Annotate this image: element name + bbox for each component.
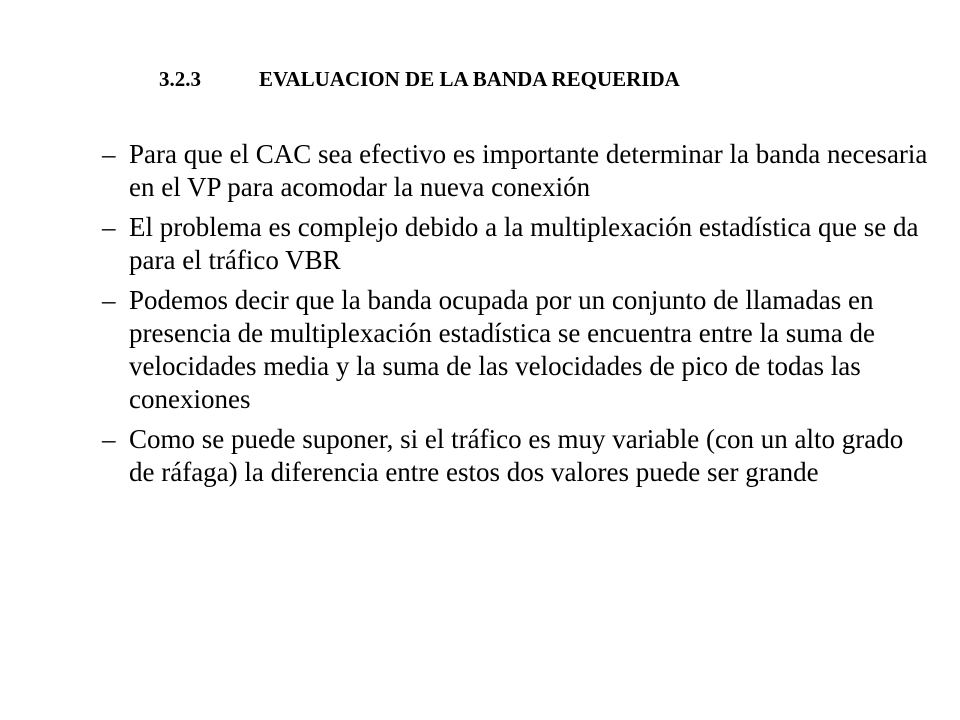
- bullet-item: [102, 423, 932, 489]
- bullet-text: El problema es complejo debido a la multiplexación estadística que se da para el tráfico VBR: [129, 212, 919, 275]
- bullet-text: Podemos decir que la banda ocupada por un conjunto de llamadas en presencia de multiplexación estadística se encuentra entre la suma de velocidades media y la suma de las velocidades de pico de todas las conexiones: [129, 285, 875, 414]
- bullet-item: [102, 284, 932, 416]
- section-number: 3.2.3: [159, 67, 201, 91]
- bullet-dash: –: [102, 285, 116, 315]
- bullet-text: Para que el CAC sea efectivo es importante determinar la banda necesaria en el VP para acomodar la nueva conexión: [129, 139, 928, 202]
- section-heading: [159, 64, 680, 94]
- bullet-item: [102, 211, 932, 277]
- section-title: EVALUACION DE LA BANDA REQUERIDA: [259, 67, 680, 91]
- bullet-dash: –: [102, 212, 116, 242]
- bullet-list: [102, 138, 932, 496]
- bullet-dash: –: [102, 139, 116, 169]
- bullet-dash: –: [102, 424, 116, 454]
- bullet-text: Como se puede suponer, si el tráfico es muy variable (con un alto grado de ráfaga) la diferencia entre estos dos valores puede ser grande: [129, 424, 904, 487]
- bullet-item: [102, 138, 932, 204]
